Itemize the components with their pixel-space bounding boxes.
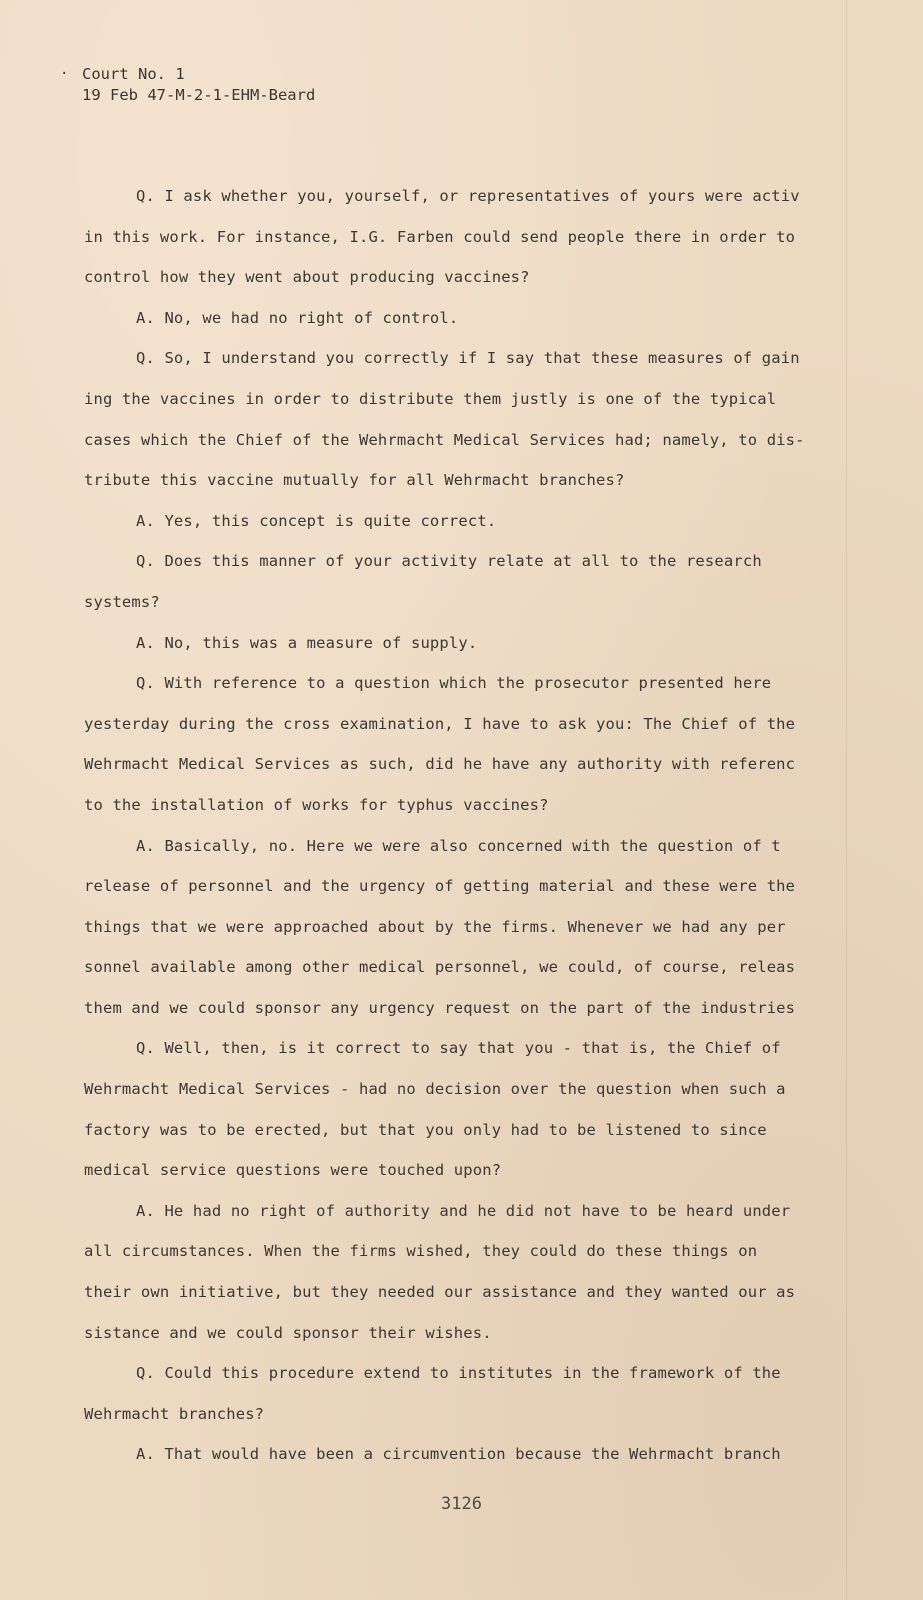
transcript-line: tribute this vaccine mutually for all Wehrmacht branches?: [84, 471, 625, 490]
transcript-line: A. Basically, no. Here we were also concerned with the question of t: [136, 836, 781, 855]
transcript-line: Q. So, I understand you correctly if I say that these measures of gain: [136, 349, 800, 368]
transcript-line: Q. Does this manner of your activity relate at all to the research: [136, 552, 762, 571]
transcript-line: control how they went about producing vaccines?: [84, 268, 530, 287]
transcript-line: sonnel available among other medical personnel, we could, of course, releas: [84, 958, 796, 977]
document-header: [60, 64, 316, 106]
transcript-line: A. He had no right of authority and he did not have to be heard under: [136, 1201, 791, 1220]
transcript-line: to the installation of works for typhus vaccines?: [84, 795, 549, 814]
transcript-line: ing the vaccines in order to distribute them justly is one of the typical: [84, 389, 777, 408]
transcript-line: medical service questions were touched upon?: [84, 1161, 502, 1180]
transcript-line: release of personnel and the urgency of getting material and these were the: [84, 877, 796, 896]
transcript-reference: 19 Feb 47-M-2-1-EHM-Beard: [82, 86, 316, 104]
transcript-line: their own initiative, but they needed our assistance and they wanted our as: [84, 1283, 796, 1302]
transcript-line: cases which the Chief of the Wehrmacht Medical Services had; namely, to dis-: [84, 430, 805, 449]
header-marker: ·: [60, 66, 69, 82]
transcript-line: A. Yes, this concept is quite correct.: [136, 511, 497, 530]
transcript-line: A. No, this was a measure of supply.: [136, 633, 478, 652]
transcript-line: things that we were approached about by the firms. Whenever we had any per: [84, 917, 786, 936]
transcript-line: Q. Could this procedure extend to institutes in the framework of the: [136, 1364, 781, 1383]
transcript-line: in this work. For instance, I.G. Farben could send people there in order to: [84, 227, 796, 246]
page-crease: [846, 0, 847, 1600]
transcript-line: systems?: [84, 592, 160, 611]
transcript-body: [84, 176, 844, 1475]
transcript-line: A. No, we had no right of control.: [136, 308, 459, 327]
page-number: 3126: [441, 1494, 482, 1514]
transcript-line: all circumstances. When the firms wished, they could do these things on: [84, 1242, 758, 1261]
transcript-line: factory was to be erected, but that you only had to be listened to since: [84, 1120, 767, 1139]
transcript-line: sistance and we could sponsor their wishes.: [84, 1323, 492, 1342]
transcript-line: Wehrmacht branches?: [84, 1404, 265, 1423]
transcript-line: Q. With reference to a question which the prosecutor presented here: [136, 674, 772, 693]
transcript-line: them and we could sponsor any urgency request on the part of the industries: [84, 998, 796, 1017]
transcript-line: Q. I ask whether you, yourself, or representatives of yours were activ: [136, 187, 800, 205]
court-label: Court No. 1: [82, 65, 185, 83]
transcript-line: yesterday during the cross examination, I have to ask you: The Chief of the: [84, 714, 796, 733]
transcript-line: Wehrmacht Medical Services - had no decision over the question when such a: [84, 1080, 786, 1099]
transcript-line: A. That would have been a circumvention because the Wehrmacht branch: [136, 1445, 781, 1464]
transcript-line: Wehrmacht Medical Services as such, did he have any authority with referenc: [84, 755, 796, 774]
transcript-line: Q. Well, then, is it correct to say that you - that is, the Chief of: [136, 1039, 781, 1058]
